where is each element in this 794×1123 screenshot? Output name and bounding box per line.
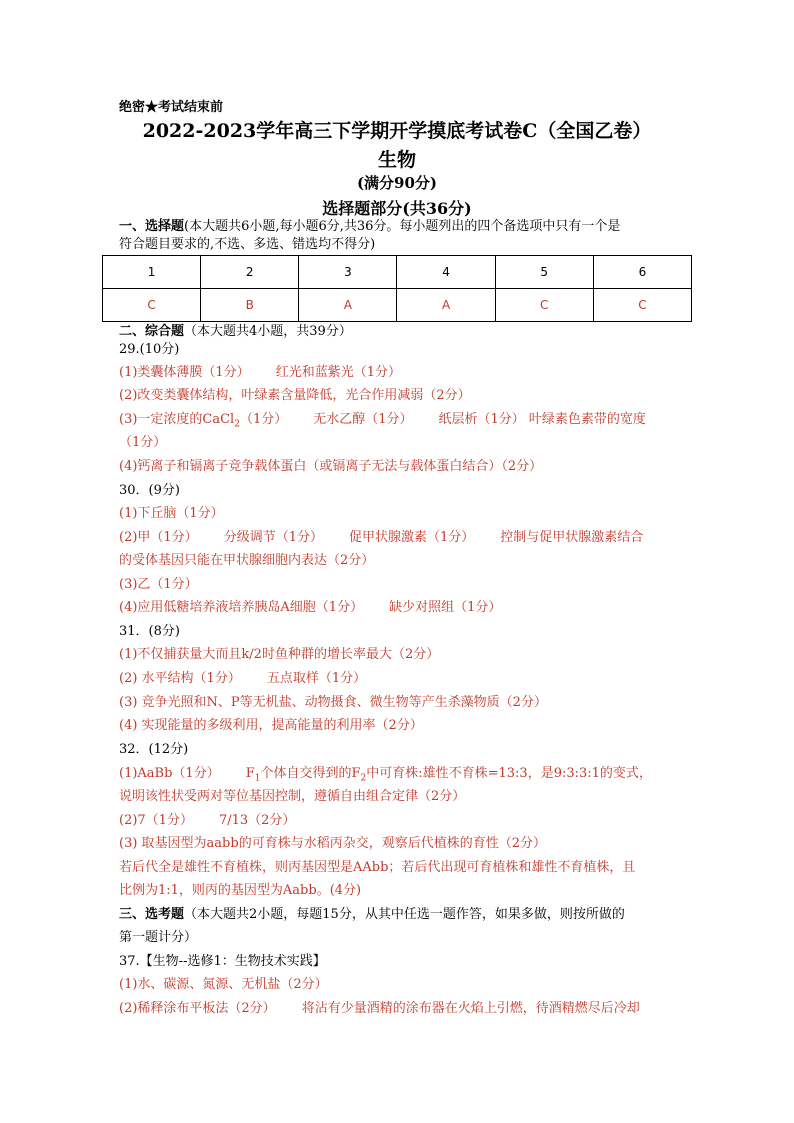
q29-title: 29.(10分) [119,342,180,357]
q32-answer-1: (1)AaBb（1分） $F_1$个体自交得到的$F_2$中可育株:雄性不育株=13:3，是9:3:3:1的变式， [119,766,652,784]
answer-cell: A [299,289,397,322]
full-score: (满分90分) [356,174,438,192]
q30-answer-3: (3)乙（1分） [119,577,198,592]
q37-answer-2: (2)稀释涂布平板法（2分） 将沾有少量酒精的涂布器在火焰上引燃，待酒精燃尽后冷却 [119,1001,640,1016]
subject-title: 生物 [377,149,416,171]
section1-desc-line1: 一、选择题(本大题共6小题,每小题6分,共36分。每小题列出的四个备选项中只有一个是 [119,219,621,234]
exam-title: 2022-2023学年高三下学期开学摸底考试卷C（全国乙卷） [142,120,652,142]
q32-answer-3-cont2: 比例为1:1，则丙的基因型为Aabb。(4分) [119,883,362,898]
answer-table [102,255,692,322]
q31-answer-1: (1)不仅捕获量大而且k/2时鱼种群的增长率最大（2分） [119,647,440,662]
answer-cell: C [495,289,593,322]
answer-cell: B [201,289,299,322]
q32-answer-3-cont1: 若后代全是雄性不育植株，则丙基因型是AAbb；若后代出现可育植株和雄性不育植株，且 [119,860,636,875]
q37-title: 37.【生物--选修1：生物技术实践】 [119,954,326,969]
answer-table-answer-row [103,289,692,322]
q29-answer-2: (2)改变类囊体结构，叶绿素含量降低，光合作用减弱（2分） [119,388,471,403]
q29-answer-3: (3)一定浓度的CaCl$_2$（1分） 无水乙醇（1分） 纸层析（1分） 叶绿素色素带的宽度 [119,412,646,430]
part-title: 选择题部分(共36分) [322,199,472,218]
q29-answer-3-cont: （1分） [119,435,167,450]
q32-answer-3: (3) 取基因型为aabb的可育株与水稻丙杂交，观察后代植株的育性（2分） [119,836,546,851]
answer-cell: C [593,289,691,322]
q31-title: 31．(8分) [119,624,180,639]
answer-table-header-row [103,256,692,289]
q32-answer-1-cont: 说明该性状受两对等位基因控制，遵循自由组合定律（2分） [119,789,466,804]
q32-answer-2: (2)7（1分） 7/13（2分） [119,813,296,828]
section2-title: 二、综合题（本大题共4小题，共39分） [119,324,352,339]
answer-cell: C [103,289,201,322]
section3-desc-cont: 第一题计分） [119,930,198,945]
answer-cell: A [397,289,495,322]
confidential-label: 绝密★考试结束前 [119,100,224,115]
q30-answer-4: (4)应用低糖培养液培养胰岛A细胞（1分） 缺少对照组（1分） [119,600,502,615]
question-number: 5 [495,256,593,289]
q32-title: 32．(12分) [119,742,189,757]
q31-answer-2: (2) 水平结构（1分） 五点取样（1分） [119,671,367,686]
q30-answer-1: (1)下丘脑（1分） [119,506,224,521]
question-number: 3 [299,256,397,289]
q30-answer-2: (2)甲（1分） 分级调节（1分） 促甲状腺激素（1分） 控制与促甲状腺激素结合 [119,530,644,545]
section1-desc-line2: 符合题目要求的,不选、多选、错选均不得分) [119,237,376,252]
q29-answer-4: (4)钙离子和镉离子竞争载体蛋白（或镉离子无法与载体蛋白结合）（2分） [119,459,543,474]
question-number: 4 [397,256,495,289]
q31-answer-3: (3) 竞争光照和N、P等无机盐、动物摄食、微生物等产生杀藻物质（2分） [119,695,547,710]
question-number: 1 [103,256,201,289]
q30-title: 30．(9分) [119,483,180,498]
question-number: 6 [593,256,691,289]
section1-heading: 一、选择题 [119,219,185,234]
question-number: 2 [201,256,299,289]
section3-title: 三、选考题（本大题共2小题，每题15分，从其中任选一题作答，如果多做，则按所做的 [119,907,625,922]
q30-answer-2-cont: 的受体基因只能在甲状腺细胞内表达（2分） [119,553,375,568]
q29-answer-1: (1)类囊体薄膜（1分） 红光和蓝紫光（1分） [119,365,401,380]
q31-answer-4: (4) 实现能量的多级利用，提高能量的利用率（2分） [119,718,423,733]
q37-answer-1: (1)水、碳源、氮源、无机盐（2分） [119,977,328,992]
